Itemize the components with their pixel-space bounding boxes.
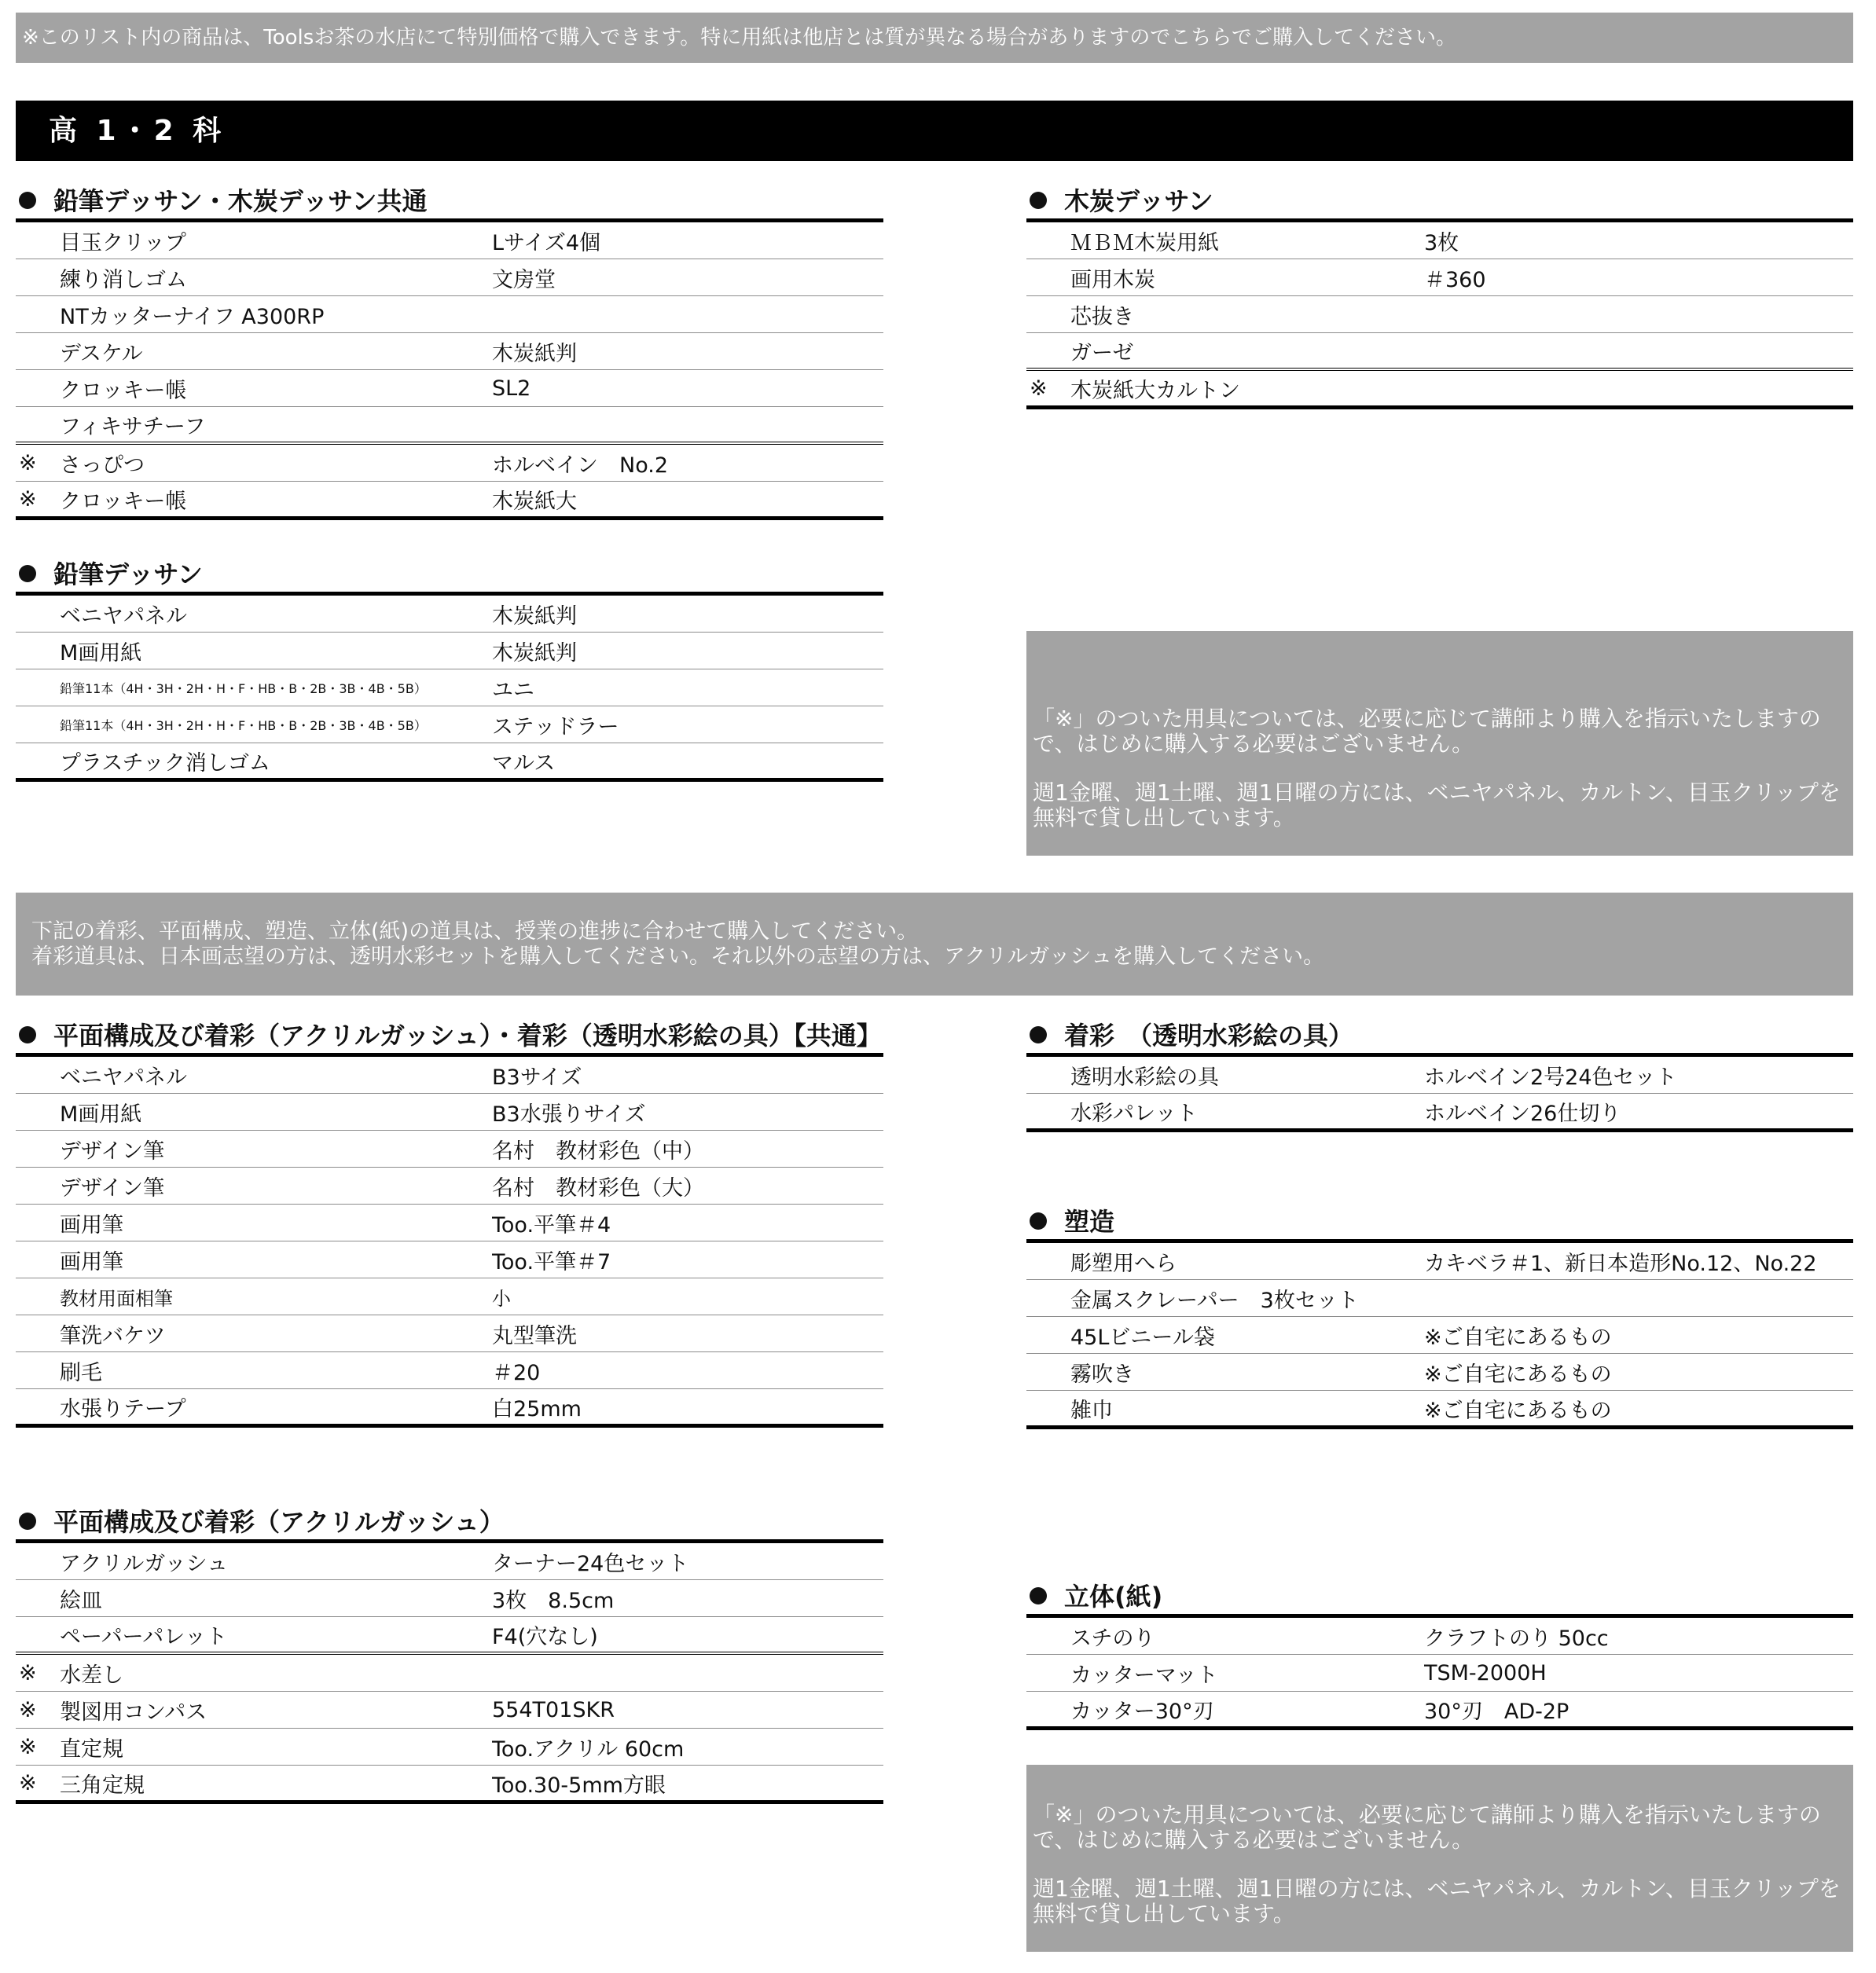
item-name: 芯抜き (1070, 304, 1134, 329)
row-mark: ※ (19, 1770, 37, 1795)
item-name: クロッキー帳 (60, 378, 187, 403)
list-item (16, 1278, 883, 1315)
item-value: ＃20 (492, 1360, 541, 1385)
section-paper-3d (1026, 1579, 1853, 1730)
bullet-icon (1030, 1587, 1047, 1604)
item-value: SL2 (492, 376, 531, 401)
bullet-icon (19, 1513, 36, 1530)
item-value: Too.アクリル 60cm (492, 1736, 685, 1762)
item-name: NTカッターナイフ A300RP (60, 304, 325, 329)
item-value: Too.30-5mm方眼 (492, 1773, 666, 1798)
item-name: 雑巾 (1070, 1398, 1113, 1423)
list-item (16, 1389, 883, 1428)
item-value: Too.平筆＃7 (492, 1249, 611, 1274)
top-notice: ※このリスト内の商品は、Toolsお茶の水店にて特別価格で購入できます。特に用紙は他店とは質が異なる場合がありますのでこちらでご購入してください。 (16, 13, 1853, 63)
section-watercolor (1026, 1018, 1853, 1132)
list-item (1026, 1317, 1853, 1354)
section-pencil (16, 557, 883, 782)
item-value: Too.平筆＃4 (492, 1212, 611, 1238)
item-name: 刷毛 (60, 1360, 102, 1385)
bullet-icon (19, 192, 36, 209)
list-item (1026, 1280, 1853, 1317)
list-item (16, 1617, 883, 1655)
item-value: クラフトのり 50cc (1424, 1626, 1609, 1651)
list-item (16, 1131, 883, 1168)
item-value: 3枚 8.5cm (492, 1588, 615, 1613)
item-name: 目玉クリップ (60, 230, 186, 255)
item-value: ※ご自宅にあるもの (1424, 1398, 1612, 1423)
item-name: M画用紙 (60, 1102, 142, 1127)
info-note-bottom: 「※」のついた用具については、必要に応じて講師より購入を指示いたしますので、はじめに購入する必要はございません。 週1金曜、週1土曜、週1日曜の方には、ベニヤパネル、カルトン、目玉クリップを無料で貸し出しています。 (1026, 1765, 1853, 1952)
item-value: 木炭紙判 (492, 341, 577, 366)
item-name: アクリルガッシュ (60, 1551, 229, 1576)
item-value: ターナー24色セット (492, 1551, 689, 1576)
course-title: 高 1・2 科 (16, 101, 1853, 161)
list-item (16, 743, 883, 782)
item-name: 鉛筆11本（4H・3H・2H・H・F・HB・B・2B・3B・4B・5B） (60, 680, 427, 696)
section-acrylic (16, 1505, 883, 1804)
list-item (16, 1241, 883, 1278)
row-mark: ※ (19, 1734, 37, 1759)
list-item (1026, 1057, 1853, 1094)
row-mark: ※ (19, 1660, 37, 1685)
item-name: ベニヤパネル (60, 1065, 187, 1090)
item-value: Lサイズ4個 (492, 230, 601, 255)
list-item (16, 1729, 883, 1766)
item-name: 水彩パレット (1070, 1101, 1198, 1126)
item-name: デスケル (60, 341, 143, 366)
row-mark: ※ (1030, 376, 1048, 401)
item-name: スチのり (1070, 1626, 1155, 1651)
item-value: 3枚 (1424, 230, 1459, 255)
bullet-icon (1030, 1026, 1047, 1043)
item-value: F4(穴なし) (492, 1624, 598, 1649)
item-name: 水差し (60, 1663, 123, 1688)
item-name: カッター30°刃 (1070, 1699, 1214, 1724)
row-mark: ※ (19, 1697, 37, 1722)
list-item (16, 445, 883, 482)
item-value: ホルベイン No.2 (492, 453, 669, 478)
list-item (16, 633, 883, 669)
item-value: ホルベイン2号24色セット (1424, 1065, 1677, 1090)
item-name: 画用筆 (60, 1249, 123, 1274)
item-value: 30°刃 AD-2P (1424, 1699, 1569, 1724)
item-value: 木炭紙判 (492, 640, 577, 666)
item-name: カッターマット (1070, 1663, 1218, 1688)
item-name: 彫塑用へら (1070, 1251, 1177, 1276)
item-name: 製図用コンパス (60, 1700, 207, 1725)
list-item (1026, 259, 1853, 296)
section-charcoal (1026, 184, 1853, 409)
item-name: さっぴつ (60, 453, 145, 478)
item-value: ステッドラー (492, 714, 619, 739)
section-planar-common (16, 1018, 883, 1428)
item-name: 水張りテープ (60, 1396, 186, 1421)
section-title: 平面構成及び着彩（アクリルガッシュ）・着彩（透明水彩絵の具）【共通】 (16, 1018, 883, 1057)
item-name: 木炭紙大カルトン (1070, 378, 1240, 403)
section-title: 塑造 (1026, 1205, 1853, 1243)
list-item (16, 296, 883, 333)
list-item (16, 706, 883, 743)
list-item (16, 1168, 883, 1205)
item-value: ＃360 (1424, 267, 1486, 292)
item-name: ＭＢＭ木炭用紙 (1070, 230, 1219, 255)
section-title: 着彩 （透明水彩絵の具） (1026, 1018, 1853, 1057)
item-name: クロッキー帳 (60, 489, 187, 514)
list-item (16, 1205, 883, 1241)
list-item (1026, 1243, 1853, 1280)
section-sculpture (1026, 1205, 1853, 1429)
item-value: 名村 教材彩色（中） (492, 1139, 704, 1164)
item-value: 木炭紙大 (492, 489, 577, 514)
list-item (1026, 1094, 1853, 1132)
item-name: 筆洗バケツ (60, 1323, 166, 1348)
item-name: 直定規 (60, 1736, 123, 1762)
item-name: 鉛筆11本（4H・3H・2H・H・F・HB・B・2B・3B・4B・5B） (60, 717, 427, 733)
item-name: 練り消しゴム (60, 267, 187, 292)
list-item (16, 259, 883, 296)
bullet-icon (19, 565, 36, 582)
list-item (1026, 1391, 1853, 1429)
section-title: 木炭デッサン (1026, 184, 1853, 222)
item-value: 名村 教材彩色（大） (492, 1175, 704, 1201)
item-value: ユニ (492, 677, 534, 702)
item-name: 三角定規 (60, 1773, 145, 1798)
section-common (16, 184, 883, 520)
section-title: 平面構成及び着彩（アクリルガッシュ） (16, 1505, 883, 1543)
list-item (16, 1655, 883, 1692)
item-name: プラスチック消しゴム (60, 750, 270, 776)
item-name: 絵皿 (60, 1588, 102, 1613)
list-item (1026, 1618, 1853, 1655)
item-value: カキベラ＃1、新日本造形No.12、No.22 (1424, 1251, 1817, 1276)
list-item (16, 669, 883, 706)
list-item (1026, 1655, 1853, 1692)
list-item (16, 222, 883, 259)
bullet-icon (1030, 192, 1047, 209)
list-item (1026, 222, 1853, 259)
item-value: 白25mm (492, 1396, 582, 1421)
item-value: 554T01SKR (492, 1697, 615, 1722)
item-value: B3サイズ (492, 1065, 582, 1090)
item-name: 画用筆 (60, 1212, 123, 1238)
item-name: ガーゼ (1070, 340, 1134, 365)
list-item (1026, 296, 1853, 333)
section-title: 立体(紙) (1026, 1579, 1853, 1618)
item-name: デザイン筆 (60, 1139, 165, 1164)
item-value: TSM-2000H (1424, 1660, 1547, 1685)
info-note: 「※」のついた用具については、必要に応じて講師より購入を指示いたしますので、はじめに購入する必要はございません。 週1金曜、週1土曜、週1日曜の方には、ベニヤパネル、カルトン、目玉クリップを無料で貸し出しています。 (1026, 631, 1853, 856)
item-value: 文房堂 (492, 267, 556, 292)
item-value: B3水張りサイズ (492, 1102, 646, 1127)
list-item (16, 333, 883, 370)
list-item (16, 1692, 883, 1729)
list-item (1026, 1692, 1853, 1730)
list-item (16, 596, 883, 633)
bullet-icon (19, 1026, 36, 1043)
item-value: ※ご自宅にあるもの (1424, 1362, 1612, 1387)
item-name: ベニヤパネル (60, 603, 187, 629)
list-item (16, 1057, 883, 1094)
item-name: ペーパーパレット (60, 1624, 228, 1649)
item-value: ホルベイン26仕切り (1424, 1101, 1621, 1126)
list-item (16, 370, 883, 407)
bullet-icon (1030, 1212, 1047, 1230)
mid-notice: 下記の着彩、平面構成、塑造、立体(紙)の道具は、授業の進捗に合わせて購入してください。 着彩道具は、日本画志望の方は、透明水彩セットを購入してください。それ以外の志望の方は、アクリルガッシュを購入してください。 (16, 893, 1853, 996)
list-item (16, 407, 883, 445)
section-title: 鉛筆デッサン (16, 557, 883, 596)
item-value: 小 (492, 1287, 511, 1310)
item-name: M画用紙 (60, 640, 142, 666)
list-item (16, 1094, 883, 1131)
item-name: 金属スクレーパー 3枚セット (1070, 1288, 1359, 1313)
item-value: 丸型筆洗 (492, 1323, 577, 1348)
item-value: ※ご自宅にあるもの (1424, 1325, 1612, 1350)
item-name: 透明水彩絵の具 (1070, 1065, 1219, 1090)
list-item (16, 1352, 883, 1389)
row-mark: ※ (19, 486, 37, 512)
list-item (16, 482, 883, 520)
item-name: 画用木炭 (1070, 267, 1155, 292)
item-name: デザイン筆 (60, 1175, 165, 1201)
list-item (16, 1543, 883, 1580)
list-item (1026, 371, 1853, 409)
list-item (1026, 333, 1853, 371)
item-value: 木炭紙判 (492, 603, 577, 629)
item-name: 45Lビニール袋 (1070, 1325, 1215, 1350)
section-title: 鉛筆デッサン・木炭デッサン共通 (16, 184, 883, 222)
list-item (1026, 1354, 1853, 1391)
item-value: マルス (492, 750, 556, 776)
row-mark: ※ (19, 450, 37, 475)
item-name: 霧吹き (1070, 1362, 1134, 1387)
item-name: フィキサチーフ (60, 414, 206, 439)
list-item (16, 1766, 883, 1804)
list-item (16, 1315, 883, 1352)
item-name: 教材用面相筆 (60, 1287, 173, 1310)
list-item (16, 1580, 883, 1617)
